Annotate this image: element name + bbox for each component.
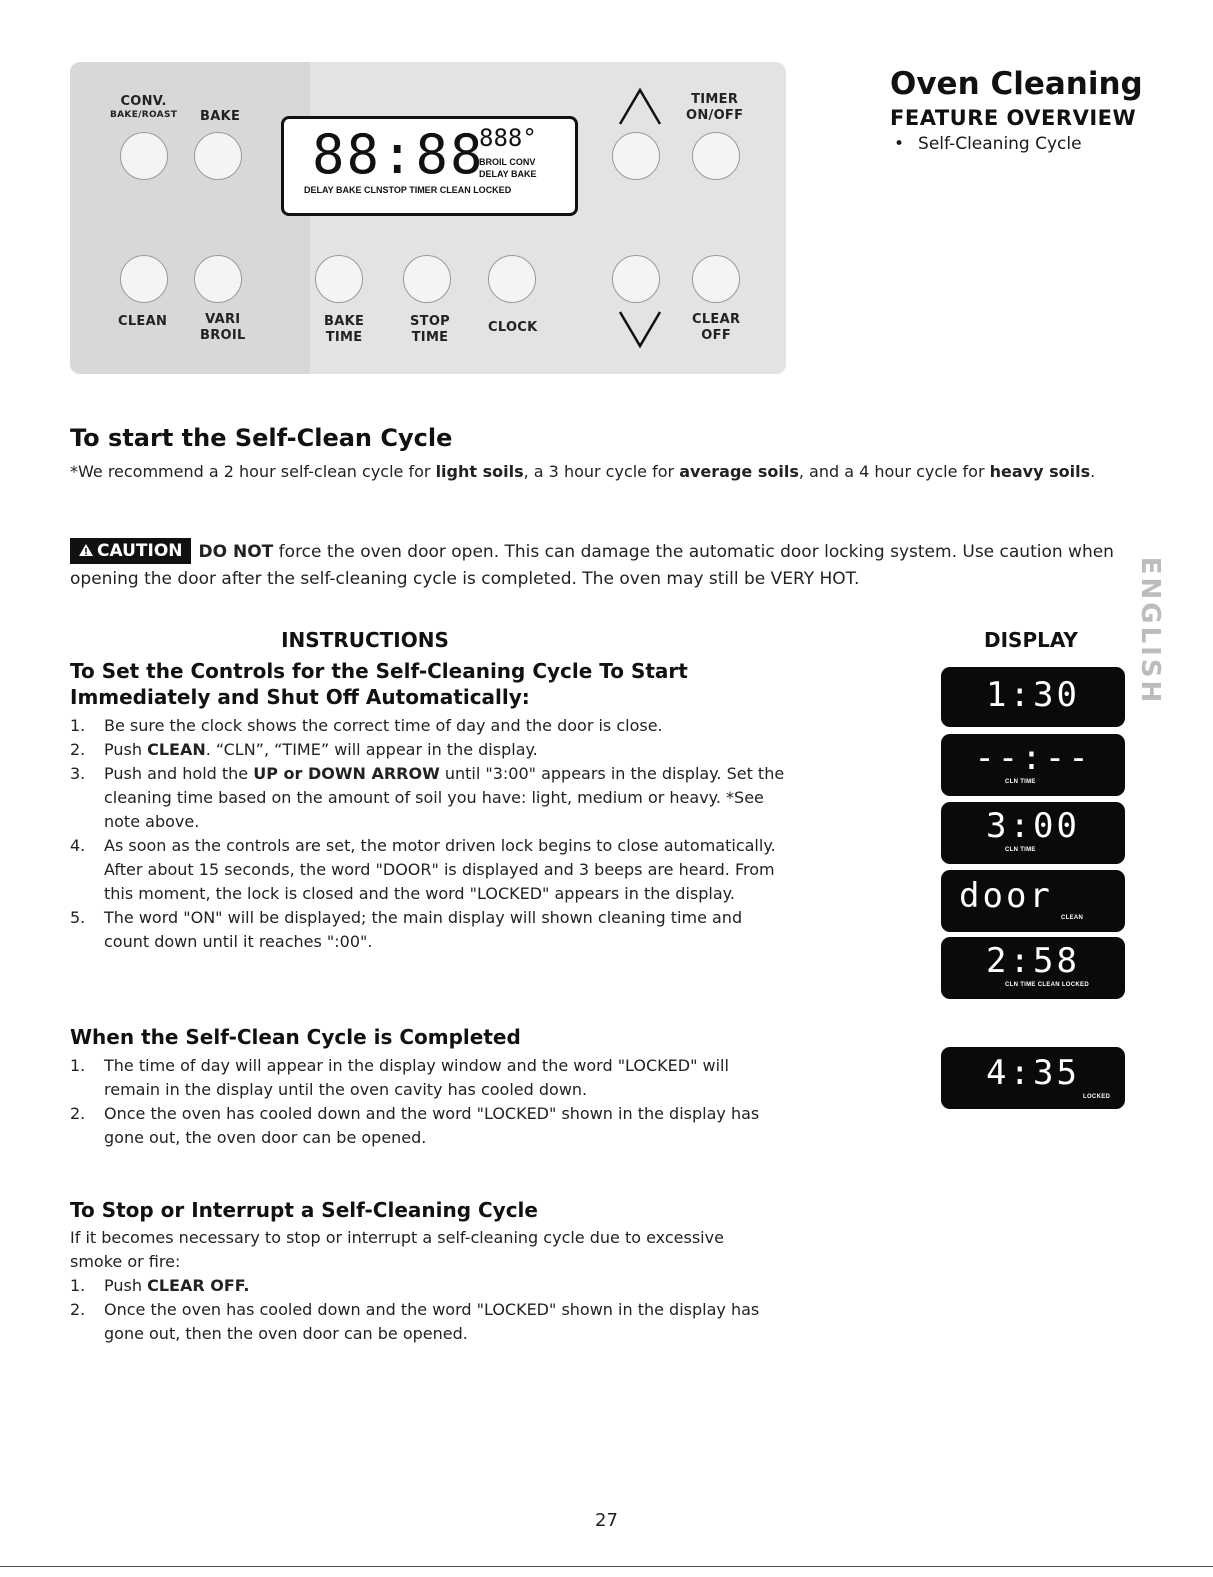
list-item: 2. Once the oven has cooled down and the word "LOCKED" shown in the display has gone out, then the oven door can be opened. [70, 1300, 760, 1343]
display-indicators: CLN TIME [1005, 847, 1036, 853]
conv-bake-roast-button [120, 132, 168, 180]
display-digits: 2:58 [986, 941, 1080, 981]
display-panel [941, 1047, 1125, 1109]
stop-steps [70, 1274, 790, 1346]
set-controls-heading: To Set the Controls for the Self-Cleaning Cycle To Start Immediately and Shut Off Automatically: [70, 659, 688, 709]
feature-list [890, 134, 1082, 154]
page-bottom-rule [0, 1566, 1213, 1567]
down-arrow-button [612, 255, 660, 303]
page-title: Oven Cleaning [890, 66, 1143, 102]
oven-control-panel-illustration [70, 62, 786, 374]
list-item: 5. The word "ON" will be displayed; the main display will shown cleaning time and count down until it reaches ":00". [70, 908, 743, 951]
vari-broil-button [194, 255, 242, 303]
bake-button [194, 132, 242, 180]
list-item: 1. Be sure the clock shows the correct time of day and the door is close. [70, 716, 663, 735]
list-item: 3. Push and hold the UP or DOWN ARROW until "3:00" appears in the display. Set the cleaning time based on the amount of soil you have: light, medium or heavy. *See note above. [70, 764, 785, 831]
clock-label: CLOCK [488, 320, 538, 335]
lcd-main-digits: 88:88 [312, 123, 485, 186]
clear-off-label: CLEAR OFF [692, 312, 741, 343]
instruction-steps [70, 714, 790, 954]
start-cycle-heading: To start the Self-Clean Cycle [70, 424, 453, 452]
display-panel [941, 667, 1125, 727]
lcd-small-digits: 888° [479, 124, 537, 152]
language-side-tab: ENGLISH [1135, 556, 1165, 706]
up-arrow-button [612, 132, 660, 180]
down-arrow-icon [618, 310, 662, 350]
lcd-indicator-row2: DELAY BAKE [479, 169, 537, 179]
display-digits: door [959, 876, 1053, 916]
bake-label: BAKE [200, 109, 241, 124]
display-indicators: CLN TIME CLEAN LOCKED [1005, 982, 1089, 988]
stop-intro: If it becomes necessary to stop or interrupt a self-cleaning cycle due to excessive smoke or fire: [70, 1228, 724, 1271]
lcd-indicator-row1: BROIL CONV [479, 157, 536, 167]
list-item: 1. Push CLEAR OFF. [70, 1276, 250, 1295]
display-digits: --:-- [974, 738, 1092, 778]
clean-button [120, 255, 168, 303]
soil-recommendation-note: *We recommend a 2 hour self-clean cycle for light soils, a 3 hour cycle for average soils, and a 4 hour cycle for heavy soils. [70, 462, 1096, 481]
bake-time-button [315, 255, 363, 303]
instructions-column-label: INSTRUCTIONS [281, 628, 449, 652]
stop-time-button [403, 255, 451, 303]
display-indicators: CLN TIME [1005, 779, 1036, 785]
display-digits: 4:35 [986, 1053, 1080, 1093]
clear-off-button [692, 255, 740, 303]
stop-time-label: STOP TIME [410, 314, 451, 345]
bake-time-label: BAKE TIME [324, 314, 365, 345]
feature-overview-heading: FEATURE OVERVIEW [890, 106, 1137, 130]
lcd-indicator-row3: DELAY BAKE CLNSTOP TIMER CLEAN LOCKED [304, 185, 512, 195]
display-panel [941, 734, 1125, 796]
display-digits: 1:30 [986, 675, 1080, 715]
display-digits: 3:00 [986, 806, 1080, 846]
vari-broil-label: VARI BROIL [200, 312, 246, 343]
display-panel [941, 937, 1125, 999]
completed-steps [70, 1054, 790, 1150]
clock-button [488, 255, 536, 303]
caution-badge: CAUTION [70, 538, 191, 564]
display-column-label: DISPLAY [984, 628, 1078, 652]
stop-interrupt-heading: To Stop or Interrupt a Self-Cleaning Cycle [70, 1198, 538, 1222]
timer-on-off-button [692, 132, 740, 180]
up-arrow-icon [618, 86, 662, 126]
cycle-completed-heading: When the Self-Clean Cycle is Completed [70, 1025, 521, 1049]
list-item: 1. The time of day will appear in the display window and the word "LOCKED" will remain in the display until the oven cavity has cooled down. [70, 1056, 729, 1099]
list-item: 2. Push CLEAN. “CLN”, “TIME” will appear in the display. [70, 740, 538, 759]
display-indicators: CLEAN [1061, 915, 1084, 921]
oven-lcd-display [281, 116, 578, 216]
warning-triangle-icon [78, 543, 94, 557]
display-indicators: LOCKED [1083, 1094, 1111, 1100]
display-panel [941, 802, 1125, 864]
feature-item: • Self-Cleaning Cycle [890, 134, 1082, 154]
list-item: 2. Once the oven has cooled down and the word "LOCKED" shown in the display has gone out, the oven door can be opened. [70, 1104, 760, 1147]
display-panel [941, 870, 1125, 932]
caution-paragraph: CAUTION DO NOT force the oven door open. This can damage the automatic door locking system. Use caution when opening the door after the self-cleaning cycle is completed. The oven may still be VERY HOT. [70, 538, 1120, 593]
clean-label: CLEAN [118, 314, 168, 329]
conv-label: CONV. BAKE/ROAST [110, 94, 178, 120]
page-number: 27 [595, 1510, 618, 1531]
timer-label: TIMER ON/OFF [686, 92, 744, 123]
list-item: 4. As soon as the controls are set, the motor driven lock begins to close automatically. After about 15 seconds, the word "DOOR" is displayed and 3 beeps are heard. From this moment, the lock is closed and the word "LOCKED" appears in the display. [70, 836, 776, 903]
